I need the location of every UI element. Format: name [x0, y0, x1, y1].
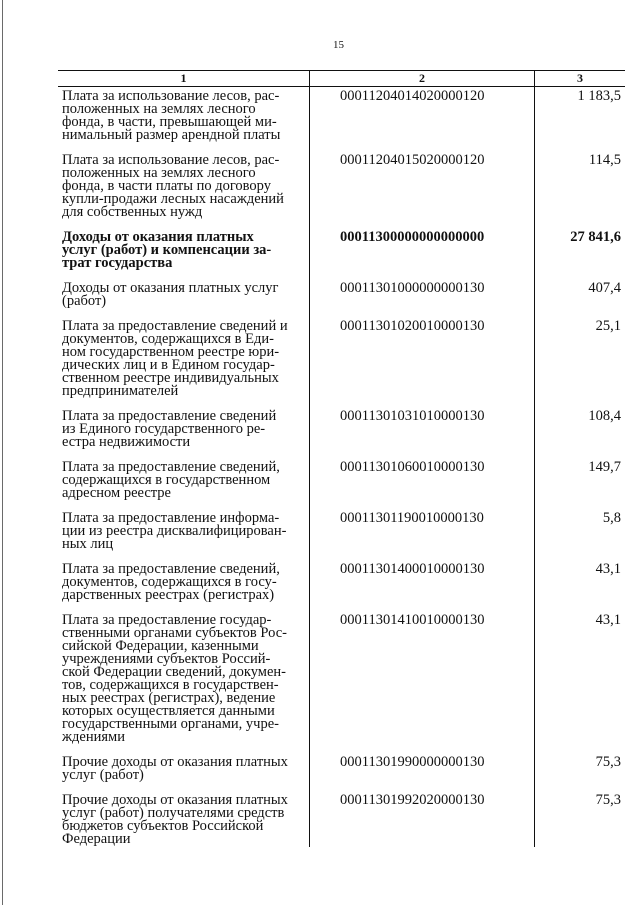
table-row: [58, 512, 625, 563]
income-name-line: для собственных нужд: [62, 204, 203, 220]
income-name-line: ждениями: [62, 729, 125, 745]
income-name-line: сийской Федерации, казенными: [62, 638, 259, 654]
income-name-line: Плата за использование лесов, рас-: [62, 88, 280, 104]
income-name-line: Доходы от оказания платных: [62, 229, 254, 245]
table-row: [58, 563, 625, 614]
income-name-line: дических лиц и в Едином государ-: [62, 357, 275, 373]
column-header-1: 1: [58, 71, 310, 86]
table-body: [58, 87, 625, 847]
table-header: [58, 70, 625, 87]
budget-code-cell: 00011301031010000130: [310, 410, 535, 461]
income-name-line: документов, содержащихся в Еди-: [62, 331, 274, 347]
income-name-line: ской Федерации сведений, докумен-: [62, 664, 286, 680]
income-name-line: услуг (работ) и компенсации за-: [62, 242, 272, 258]
income-name-line: нимальный размер арендной платы: [62, 127, 281, 143]
income-name-line: положенных на землях лесного: [62, 165, 256, 181]
table-row: [58, 320, 625, 410]
income-name-cell: [58, 563, 310, 614]
income-name-line: бюджетов субъектов Российской: [62, 818, 264, 834]
amount-cell: 27 841,6: [570, 229, 621, 245]
amount-cell: 43,1: [595, 561, 621, 577]
table-row: [58, 756, 625, 794]
income-name-line: Плата за предоставление сведений,: [62, 561, 280, 577]
income-name-line: адресном реестре: [62, 485, 171, 501]
income-name-line: Плата за предоставление информа-: [62, 510, 280, 526]
budget-code-cell: 00011300000000000000: [310, 231, 535, 282]
income-name-line: ственном реестре индивидуальных: [62, 370, 279, 386]
budget-code-cell: 00011301060010000130: [310, 461, 535, 512]
income-name-line: государственными органами, учре-: [62, 716, 279, 732]
table-row: [58, 87, 625, 154]
column-header-2: 2: [310, 71, 535, 86]
income-name-cell: [58, 320, 310, 410]
amount-cell: 25,1: [595, 318, 621, 334]
budget-code-cell: 00011204014020000120: [310, 87, 535, 154]
table-row: [58, 410, 625, 461]
column-header-3: 3: [577, 71, 583, 85]
budget-code-cell: 00011301190010000130: [310, 512, 535, 563]
page-number: 15: [333, 39, 344, 51]
income-name-line: Прочие доходы от оказания платных: [62, 754, 288, 770]
income-name-line: тов, содержащихся в государствен-: [62, 677, 279, 693]
income-name-line: Плата за предоставление сведений и: [62, 318, 288, 334]
income-name-line: Доходы от оказания платных услуг: [62, 280, 279, 296]
income-name-line: ственными органами субъектов Рос-: [62, 625, 287, 641]
budget-code-cell: 00011204015020000120: [310, 154, 535, 231]
table-row: [58, 614, 625, 756]
table-row: [58, 282, 625, 320]
income-name-line: фонда, в части, превышающей ми-: [62, 114, 277, 130]
budget-code-cell: 00011301000000000130: [310, 282, 535, 320]
budget-code-cell: 00011301410010000130: [310, 614, 535, 756]
income-name-line: содержащихся в государственном: [62, 472, 271, 488]
income-name-line: Плата за использование лесов, рас-: [62, 152, 280, 168]
income-name-cell: [58, 87, 310, 154]
income-name-line: Плата за предоставление сведений: [62, 408, 277, 424]
budget-code-cell: 00011301400010000130: [310, 563, 535, 614]
income-name-line: ных реестрах (регистрах), ведение: [62, 690, 276, 706]
income-name-line: которых осуществляется данными: [62, 703, 275, 719]
table-row: [58, 461, 625, 512]
amount-cell: 43,1: [595, 612, 621, 628]
income-name-line: учреждениями субъектов Россий-: [62, 651, 271, 667]
table-row-section-total: [58, 231, 625, 282]
income-name-cell: [58, 794, 310, 847]
income-name-cell: [58, 154, 310, 231]
amount-cell: 1 183,5: [577, 88, 621, 104]
table-row: [58, 794, 625, 847]
budget-code-cell: 00011301990000000130: [310, 756, 535, 794]
amount-cell: 149,7: [588, 459, 621, 475]
income-name-line: предпринимателей: [62, 383, 179, 399]
income-name-line: ном государственном реестре юри-: [62, 344, 280, 360]
amount-cell: 114,5: [588, 152, 621, 168]
income-name-cell: [58, 461, 310, 512]
income-name-line: услуг (работ): [62, 767, 144, 783]
income-name-line: ции из реестра дисквалифицирован-: [62, 523, 287, 539]
income-name-cell: [58, 614, 310, 756]
income-name-line: положенных на землях лесного: [62, 101, 256, 117]
income-name-line: из Единого государственного ре-: [62, 421, 266, 437]
income-name-line: (работ): [62, 293, 107, 309]
amount-cell: 75,3: [595, 754, 621, 770]
income-name-line: Прочие доходы от оказания платных: [62, 792, 288, 808]
income-name-cell: [58, 756, 310, 794]
budget-code-cell: 00011301992020000130: [310, 794, 535, 847]
income-name-cell: [58, 512, 310, 563]
amount-cell: 5,8: [602, 510, 621, 526]
income-name-line: Федерации: [62, 831, 131, 847]
amount-cell: 407,4: [588, 280, 621, 296]
income-name-line: ных лиц: [62, 536, 114, 552]
amount-cell: 75,3: [595, 792, 621, 808]
income-name-line: услуг (работ) получателями средств: [62, 805, 285, 821]
income-name-cell: [58, 231, 310, 282]
budget-code-cell: 00011301020010000130: [310, 320, 535, 410]
income-name-line: Плата за предоставление сведений,: [62, 459, 280, 475]
income-name-line: фонда, в части платы по договору: [62, 178, 271, 194]
income-name-line: естра недвижимости: [62, 434, 191, 450]
income-name-cell: [58, 282, 310, 320]
table-row: [58, 154, 625, 231]
income-name-line: купли-продажи лесных насаждений: [62, 191, 284, 207]
income-name-cell: [58, 410, 310, 461]
revenue-table: [58, 70, 625, 847]
income-name-line: документов, содержащихся в госу-: [62, 574, 277, 590]
scan-edge-line: [2, 0, 3, 905]
amount-cell: 108,4: [588, 408, 621, 424]
income-name-line: трат государства: [62, 255, 173, 271]
income-name-line: Плата за предоставление государ-: [62, 612, 272, 628]
income-name-line: дарственных реестрах (регистрах): [62, 587, 275, 603]
